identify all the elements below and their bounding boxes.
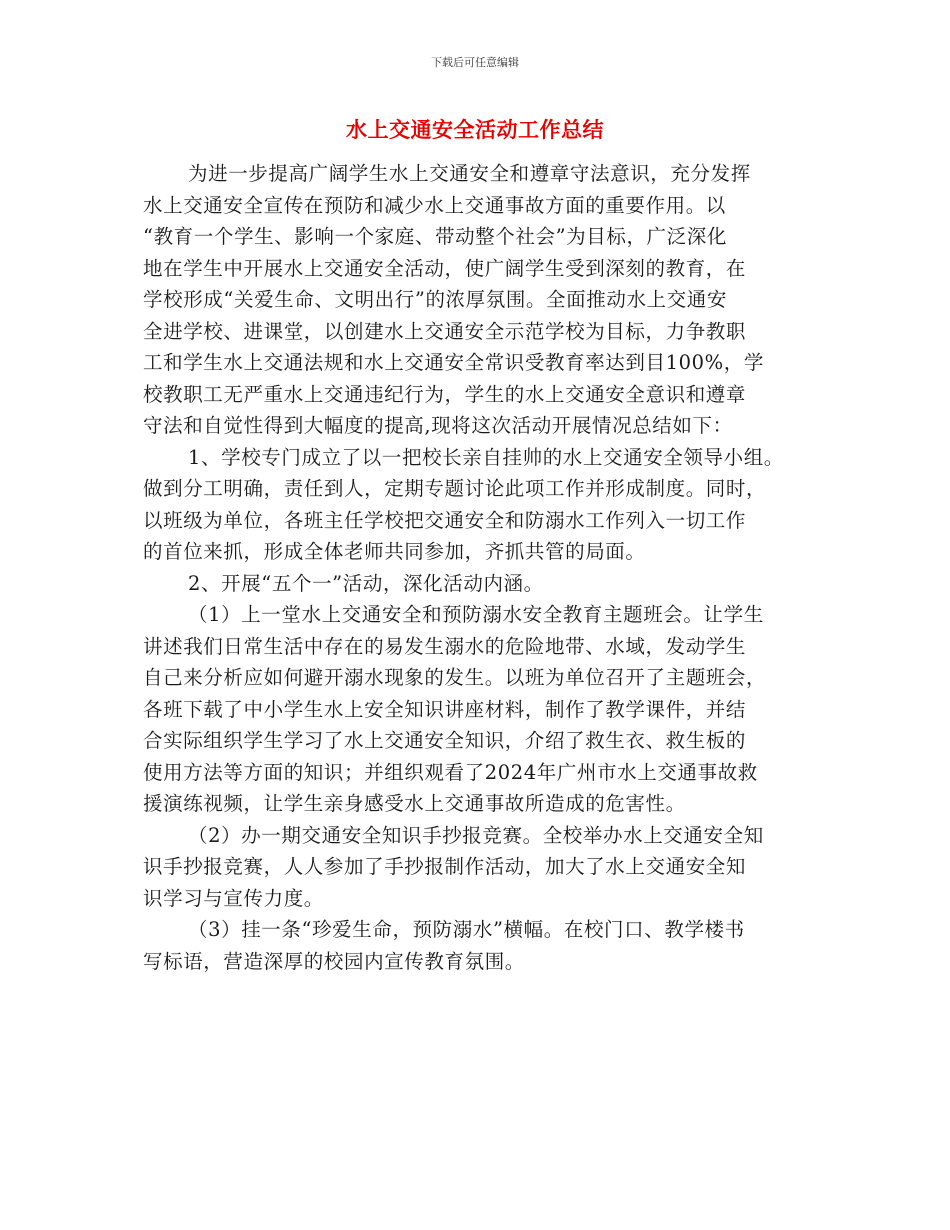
document-body [143, 158, 828, 977]
body-line: 识学习与宣传力度。 [143, 886, 324, 910]
body-line: 工和学生水上交通法规和水上交通安全常识受教育率达到目100%，学 [143, 351, 764, 374]
body-line: 为进一步提高广阔学生水上交通安全和遵章守法意识，充分发挥 [188, 162, 751, 185]
body-line: 的首位来抓，形成全体老师共同参加，齐抓共管的局面。 [143, 540, 646, 563]
body-line: 合实际组织学生学习了水上交通安全知识，介绍了救生衣、救生板的 [143, 729, 747, 752]
body-line: 讲述我们日常生活中存在的易发生溺水的危险地带、水域，发动学生 [143, 634, 747, 658]
body-line: 1、学校专门成立了以一把校长亲自挂帅的水上交通安全领导小组。 [188, 445, 784, 469]
body-line: 做到分工明确，责任到人，定期专题讨论此项工作并形成制度。同时， [143, 477, 767, 500]
body-line: 自己来分析应如何避开溺水现象的发生。以班为单位召开了主题班会， [143, 666, 767, 689]
body-line: 全进学校、进课堂，以创建水上交通安全示范学校为目标，力争教职 [143, 319, 747, 343]
body-line: 校教职工无严重水上交通违纪行为，学生的水上交通安全意识和遵章 [143, 382, 747, 406]
body-line: 各班下载了中小学生水上安全知识讲座材料，制作了教学课件，并结 [143, 697, 747, 721]
document-title: 水上交通安全活动工作总结 [346, 118, 604, 142]
body-line: 以班级为单位，各班主任学校把交通安全和防溺水工作列入一切工作 [143, 508, 747, 532]
body-line: （2）办一期交通安全知识手抄报竞赛。全校举办水上交通安全知 [188, 823, 764, 847]
body-line: 守法和自觉性得到大幅度的提高,现将这次活动开展情况总结如下： [143, 414, 733, 437]
body-line: 识手抄报竞赛，人人参加了手抄报制作活动，加大了水上交通安全知 [143, 855, 747, 878]
body-line: 使用方法等方面的知识；并组织观看了2024年广州市水上交通事故救 [143, 760, 758, 784]
body-line: （3）挂一条“珍爱生命，预防溺水”横幅。在校门口、教学楼书 [188, 918, 745, 941]
body-line: 2、开展“五个一”活动，深化活动内涵。 [188, 571, 544, 595]
body-line: （1）上一堂水上交通安全和预防溺水安全教育主题班会。让学生 [188, 603, 764, 626]
body-line: 学校形成“关爱生命、文明出行”的浓厚氛围。全面推动水上交通安 [143, 288, 727, 311]
body-line: “教育一个学生、影响一个家庭、带动整个社会”为目标，广泛深化 [143, 225, 727, 248]
body-line: 水上交通安全宣传在预防和减少水上交通事故方面的重要作用。以 [143, 193, 726, 217]
body-line: 地在学生中开展水上交通安全活动，使广阔学生受到深刻的教育，在 [143, 256, 747, 280]
body-line: 写标语，营造深厚的校园内宣传教育氛围。 [143, 949, 525, 973]
header-note: 下载后可任意编辑 [431, 56, 519, 69]
body-line: 援演练视频，让学生亲身感受水上交通事故所造成的危害性。 [143, 792, 686, 815]
